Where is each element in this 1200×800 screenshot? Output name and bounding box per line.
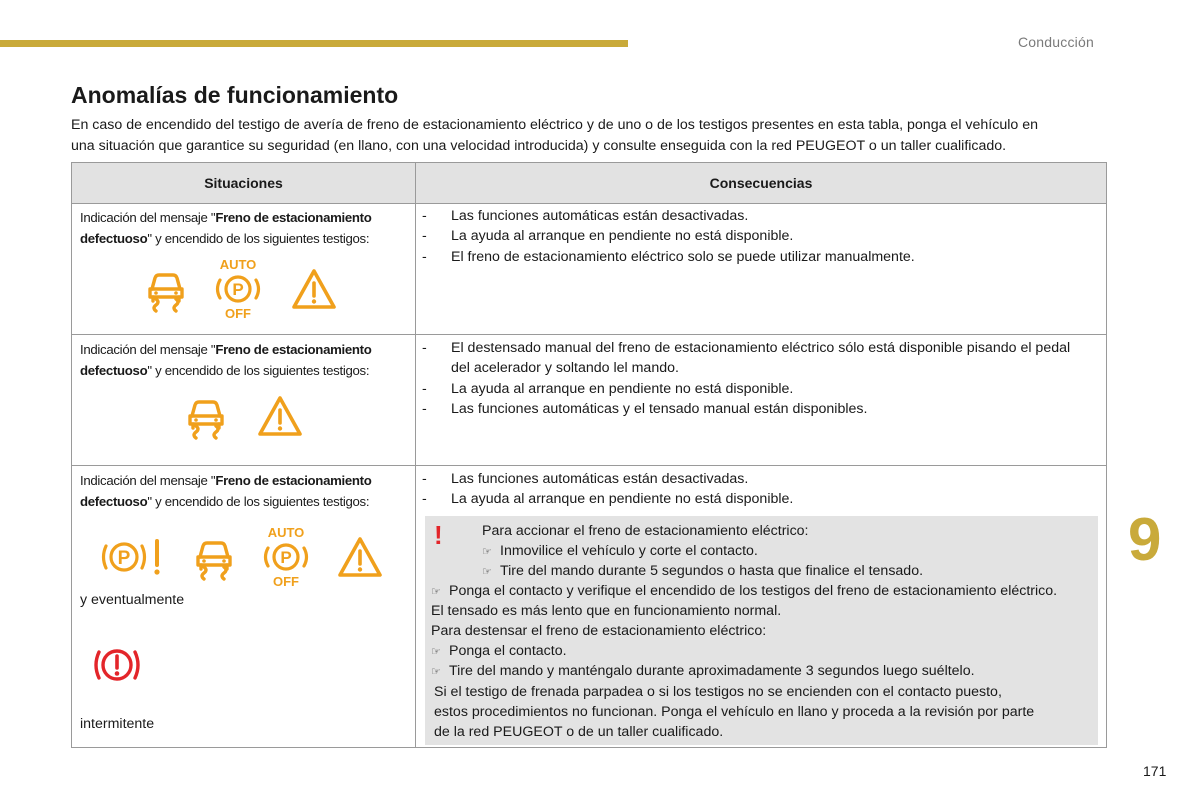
note-line: ☞ Inmovilice el vehículo y corte el contacto. [482, 541, 758, 562]
list-item: - Las funciones automáticas están desactivadas. [422, 208, 749, 224]
table-header [72, 163, 1106, 204]
pointing-hand-icon: ☞ [482, 566, 492, 578]
consequences-list [422, 206, 1102, 267]
page-number: 171 [1143, 763, 1167, 779]
header-situations: Situaciones [204, 175, 283, 191]
list-item: - La ayuda al arranque en pendiente no está disponible. [422, 228, 794, 245]
pointing-hand-icon: ☞ [431, 586, 441, 598]
svg-text:P: P [280, 548, 292, 567]
svg-text:AUTO: AUTO [267, 526, 305, 540]
note-line: de la red PEUGEOT o de un taller cualificado. [434, 724, 724, 740]
skid-warning-icon [190, 533, 238, 581]
note-line: ☞ Ponga el contacto. [431, 641, 567, 662]
intro-line-2: una situación que garantice su seguridad (en llano, con una velocidad introducida) y consulte enseguida con la red PEUGEOT o un taller cualificado. [71, 137, 1007, 154]
warning-icons [100, 526, 384, 588]
note-line: El tensado es más lento que en funcionamiento normal. [431, 603, 782, 619]
warning-icons [142, 258, 338, 320]
note-box [425, 516, 1098, 745]
consequences-list [422, 338, 1102, 419]
table-row [72, 466, 1106, 747]
exclamation-icon: ! [434, 520, 443, 550]
pointing-hand-icon: ☞ [482, 546, 492, 558]
note-line: ☞ Tire del mando durante 5 segundos o hasta que finalice el tensado. [482, 561, 923, 582]
note-line: ☞ Ponga el contacto y verifique el encendido de los testigos del freno de estacionamiento eléctrico. [431, 581, 1057, 602]
pointing-hand-icon: ☞ [431, 646, 441, 658]
note-line: ☞ Tire del mando y manténgalo durante aproximadamente 3 segundos luego suéltelo. [431, 661, 975, 682]
warning-triangle-icon [290, 267, 338, 311]
skid-warning-icon [182, 392, 230, 440]
chapter-number: 9 [1128, 506, 1162, 573]
list-item: - Las funciones automáticas están desactivadas. [422, 471, 749, 487]
note-line: Para accionar el freno de estacionamiento eléctrico: [482, 523, 809, 539]
flashing-label: intermitente [80, 716, 155, 732]
svg-text:OFF: OFF [225, 306, 251, 320]
note-line: Si el testigo de frenada parpadea o si los testigos no se encienden con el contacto puesto, [434, 684, 1002, 700]
list-item: - El freno de estacionamiento eléctrico solo se puede utilizar manualmente. [422, 248, 915, 265]
svg-text:P: P [232, 280, 244, 299]
table-row [72, 335, 1106, 466]
pointing-hand-icon: ☞ [431, 666, 441, 678]
list-item: - Las funciones automáticas y el tensado manual están disponibles. [422, 400, 868, 417]
anomalies-table [71, 162, 1107, 748]
auto-park-off-icon [210, 258, 266, 320]
eventually-label: y eventualmente [80, 592, 185, 608]
intro-paragraph [71, 115, 1131, 156]
parking-brake-fault-icon [100, 535, 164, 579]
warning-icons [182, 392, 304, 440]
svg-text:AUTO: AUTO [219, 258, 257, 272]
page-title: Anomalías de funcionamiento [71, 82, 399, 108]
svg-text:P: P [117, 548, 131, 569]
list-item: - La ayuda al arranque en pendiente no está disponible. [422, 380, 794, 397]
table-row [72, 203, 1106, 335]
list-item: - La ayuda al arranque en pendiente no está disponible. [422, 491, 794, 508]
situation-text: Indicación del mensaje "Freno de estacionamiento defectuoso" y encendido de los siguientes testigos: [80, 342, 372, 378]
intro-line-1: En caso de encendido del testigo de avería de freno de estacionamiento eléctrico y de uno o de los testigos presentes en esta tabla, ponga el vehículo en [71, 117, 1038, 133]
auto-park-off-icon [258, 526, 314, 588]
skid-warning-icon [142, 265, 190, 313]
consequences-list [422, 469, 1102, 510]
situation-text: Indicación del mensaje "Freno de estacionamiento defectuoso" y encendido de los siguientes testigos: [80, 473, 372, 509]
warning-triangle-icon [256, 394, 304, 438]
situation-text: Indicación del mensaje "Freno de estacionamiento defectuoso" y encendido de los siguientes testigos: [80, 210, 372, 246]
warning-triangle-icon [336, 535, 384, 579]
header-consequences: Consecuencias [709, 175, 813, 191]
note-line: estos procedimientos no funcionan. Ponga el vehículo en llano y proceda a la revisión por parte [434, 704, 1035, 720]
svg-text:OFF: OFF [273, 574, 299, 588]
note-line: Para destensar el freno de estacionamiento eléctrico: [431, 623, 767, 639]
list-item: - El destensado manual del freno de estacionamiento eléctrico sólo está disponible pisando el pedal del acelerador y soltando lel mando. [422, 340, 1071, 377]
header-gold-rule [0, 40, 628, 47]
section-title: Conducción [1018, 34, 1094, 50]
brake-warning-icon [92, 644, 142, 686]
